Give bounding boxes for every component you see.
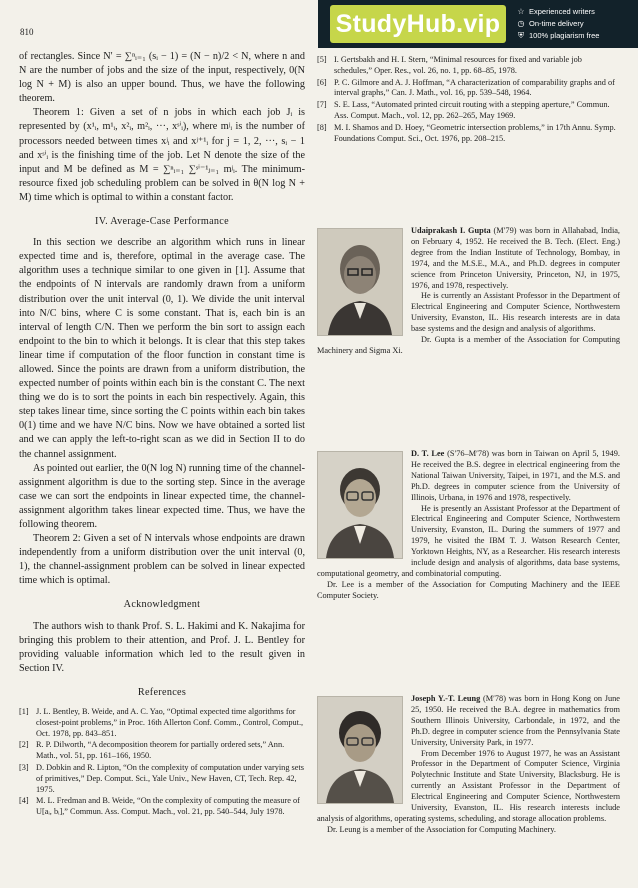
bio-text: (M′79) was born in Allahabad, India, on February 4, 1952. He received the B. Tech. (Elect. Eng.) degree from the Indian Institute of Technology, Bombay, in 1974, and the M.S.E., M.A., and Ph.D. degrees in computer science from Princeton University, Princeton, NJ, in 1975, 1976, and 1978, respectively. bbox=[411, 226, 621, 290]
author-name: Joseph Y.-T. Leung bbox=[411, 694, 481, 703]
reference-item bbox=[317, 100, 620, 122]
reference-number: [8] bbox=[317, 122, 327, 132]
reference-number: [4] bbox=[19, 796, 29, 806]
reference-number: [5] bbox=[317, 55, 327, 64]
right-references bbox=[317, 55, 620, 145]
reference-item bbox=[19, 707, 305, 739]
reference-item bbox=[19, 796, 305, 818]
badge-label: Experienced writers bbox=[529, 7, 595, 16]
bio-text: He is currently an Assistant Professor in the Department of Electrical Engineering and Computer Science, Northwestern University, Evanston, IL. His research interests are in data base systems and the design and analysis of algorithms. bbox=[411, 291, 620, 334]
reference-text: M. I. Shamos and D. Hoey, “Geometric intersection problems,” in 17th Annu. Symp. Foundations Comput. Sci., Oct. 1976, pp. 208–215. bbox=[334, 122, 616, 143]
bio-text: (M′78) was born in Hong Kong on June 25, 1950. He received the B.A. degree in mathematics from Southern Illinois University, Carbondale, in 1972, and the Ph.D. degree in computer science from the Pennsylvania State University, University Park, in 1977. bbox=[411, 694, 620, 747]
shield-icon: ⛨ bbox=[518, 31, 524, 40]
reference-item bbox=[317, 123, 620, 145]
reference-number: [2] bbox=[19, 740, 29, 750]
theorem-1: Theorem 1: Given a set of n jobs in which each job Jᵢ is represented by (x¹ᵢ, m¹ᵢ, x²ᵢ, m²ᵢ, ···, xˢⁱᵢ), where mʲᵢ is the number of processors needed between times xʲᵢ and xʲ⁺¹ᵢ for j = 1, 2, ···, sᵢ − 1 and xˢⁱᵢ is the finishing time of the job. Let N denote the size of the input and M be defined as M = ∑ⁿᵢ₌₁ ∑ˢⁱ⁻¹ⱼ₌₁ mʲᵢ. The minimum-resource fixed job scheduling problem can be solved in θ(N log N + M) time which is optimal to within a constant factor. bbox=[19, 107, 305, 203]
acknowledgment-text: The authors wish to thank Prof. S. L. Hakimi and K. Nakajima for bringing this problem to their attention, and Prof. J. L. Bentley for providing valuable information which led to the result given in Section IV. bbox=[19, 620, 305, 674]
clock-icon: ◷ bbox=[517, 19, 525, 28]
page-number: 810 bbox=[20, 27, 34, 37]
bio-leung bbox=[317, 694, 620, 836]
reference-text: D. Dobkin and R. Lipton, “On the complexity of computation under varying sets of primitives,” Dep. Comput. Sci., Yale Univ., New Haven, CT, Tech. Rep. 42, 1975. bbox=[36, 763, 304, 794]
portrait-illustration bbox=[318, 452, 402, 558]
portrait-illustration bbox=[318, 229, 402, 335]
references-list bbox=[19, 707, 305, 818]
brand-logo[interactable] bbox=[330, 5, 506, 43]
badge-plagiarism bbox=[516, 30, 599, 42]
paragraph: As pointed out earlier, the 0(N log N) running time of the channel-assignment algorithm is due to the sorting step. Since in the average case we can sort the endpoints in linear expected time, the channel-assignment algorithm takes linear expected time. Thus, we have the following theorem. bbox=[19, 462, 305, 530]
reference-item bbox=[317, 78, 620, 100]
bio-gupta bbox=[317, 226, 620, 357]
badge-label: On-time delivery bbox=[529, 19, 584, 28]
reference-number: [7] bbox=[317, 100, 327, 110]
studyhub-banner[interactable] bbox=[318, 0, 638, 48]
reference-text: R. P. Dilworth, “A decomposition theorem for partially ordered sets,” Ann. Math., vol. 51, pp. 161–166, 1950. bbox=[36, 740, 285, 761]
reference-text: M. L. Fredman and B. Weide, “On the complexity of computing the measure of U[aᵢ, bᵢ],” Commun. Ass. Comput. Mach., vol. 21, pp. 540–544, July 1978. bbox=[36, 796, 300, 817]
paragraph: of rectangles. Since N′ = ∑ⁿᵢ₌₁ (sᵢ − 1) = (N − n)/2 < N, where n and N are the number of jobs and the size of the input, respectively, 0(N log N + M) is also an upper bound. Thus, we have the following theorem. bbox=[19, 51, 305, 105]
bio-text: Dr. Gupta is a member of the Association for Computing Machinery and Sigma Xi. bbox=[317, 335, 620, 355]
star-icon: ☆ bbox=[517, 7, 525, 16]
reference-number: [6] bbox=[317, 77, 327, 87]
section-heading: IV. Average-Case Performance bbox=[95, 216, 229, 228]
theorem-2: Theorem 2: Given a set of N intervals whose endpoints are drawn independently from a uniform distribution over the unit interval (0, 1), the channel-assignment problem can be solved in linear expected time which is optimal. bbox=[19, 533, 305, 587]
paragraph: In this section we describe an algorithm which runs in linear expected time and is, therefore, optimal in the average case. The algorithm uses a technique similar to one given in [1]. Assume that the endpoints of N intervals are randomly drawn from a uniform distribution over the unit interval (0, 1). We divide the unit interval into N/C bins, where C is some constant. That is, each bin is an interval of length C/N. Then we perform the bin sort to assign each endpoint to the bin to which it belongs. It is clear that this step takes linear time if computation of the floor function in constant time is allowed. Since the points are drawn from a uniform distribution, the expected number of points within each bin is the constant C. The next thing we do is to sort the points in each bin respectively. Again, this step takes linear time, since sorting the C points within each bin takes 0(1) time and we have N/C bins. Now we have obtained a sorted list and we can apply the left-to-right scan as we did in Section II to do the channel assignment. bbox=[19, 237, 305, 460]
reference-item bbox=[19, 763, 305, 795]
bio-text: Dr. Leung is a member of the Association for Computing Machinery. bbox=[327, 824, 556, 834]
reference-item bbox=[317, 55, 620, 77]
references-heading: References bbox=[137, 686, 187, 698]
author-name: Udaiprakash I. Gupta bbox=[411, 226, 491, 235]
bio-text: Dr. Lee is a member of the Association for Computing Machinery and the IEEE Computer Society. bbox=[317, 579, 620, 600]
acknowledgment-heading: Acknowledgment bbox=[123, 599, 201, 611]
author-photo bbox=[317, 228, 403, 336]
author-name: D. T. Lee bbox=[411, 449, 445, 458]
reference-text: I. Gertsbakh and H. I. Stern, “Minimal resources for fixed and variable job schedules,” Oper. Res., vol. 26, no. 1, pp. 68–85, 1978. bbox=[334, 55, 582, 75]
reference-number: [3] bbox=[19, 763, 29, 773]
bio-text: (S′76–M′78) was born in Taiwan on April 5, 1949. He received the B.S. degree in electrical engineering from the National Taiwan University, Taipei, in 1971, and the M.S. and Ph.D. degrees in computer science from the University of Illinois, Urbana, in 1976 and 1978, respectively. bbox=[411, 449, 620, 502]
badge-on-time bbox=[516, 18, 599, 30]
reference-text: J. L. Bentley, B. Weide, and A. C. Yao, “Optimal expected time algorithms for closest-point problems,” in Proc. 16th Allerton Conf. Comm., Control, Comput., Oct. 1978, pp. 843–851. bbox=[36, 707, 304, 738]
reference-text: P. C. Gilmore and A. J. Hoffman, “A characterization of comparability graphs and of interval graphs,” Can. J. Math., vol. 16, pp. 539–548, 1964. bbox=[334, 77, 615, 98]
brand-name: StudyHub.vip bbox=[335, 9, 501, 38]
badge-experienced bbox=[516, 6, 599, 18]
bio-lee bbox=[317, 449, 620, 602]
author-photo bbox=[317, 696, 403, 804]
banner-badges bbox=[516, 6, 599, 42]
author-photo bbox=[317, 451, 403, 559]
bio-text: He is presently an Assistant Professor at the Department of Electrical Engineering and Computer Science, Northwestern University, Evanston, IL. During the summers of 1977 and 1979, he visited the IBM T. J. Watson Research Center, Yorktown Heights, NY, as a Researcher. His research interests include design and analysis of algorithms, data base systems, computational geometry, and combinatorial computing. bbox=[317, 503, 620, 578]
reference-item bbox=[19, 740, 305, 762]
badge-label: 100% plagiarism free bbox=[529, 31, 600, 40]
portrait-illustration bbox=[318, 697, 402, 803]
bio-text: From December 1976 to August 1977, he was an Assistant Professor in the Department of Computer Science, Virginia Polytechnic Institute and State University, Blacksburg. He is currently an Assistant Professor in the Department of Electrical Engineering and Computer Science, Northwestern University, Evanston, IL. His research interests include analysis of algorithms, operating systems, scheduling, and storage allocation problems. bbox=[317, 748, 620, 823]
left-column bbox=[19, 50, 305, 819]
reference-text: S. E. Lass, “Automated printed circuit routing with a stepping aperture,” Commun. Ass. Comput. Mach., vol. 12, pp. 262–265, May 1969. bbox=[334, 100, 610, 120]
reference-number: [1] bbox=[19, 707, 29, 717]
